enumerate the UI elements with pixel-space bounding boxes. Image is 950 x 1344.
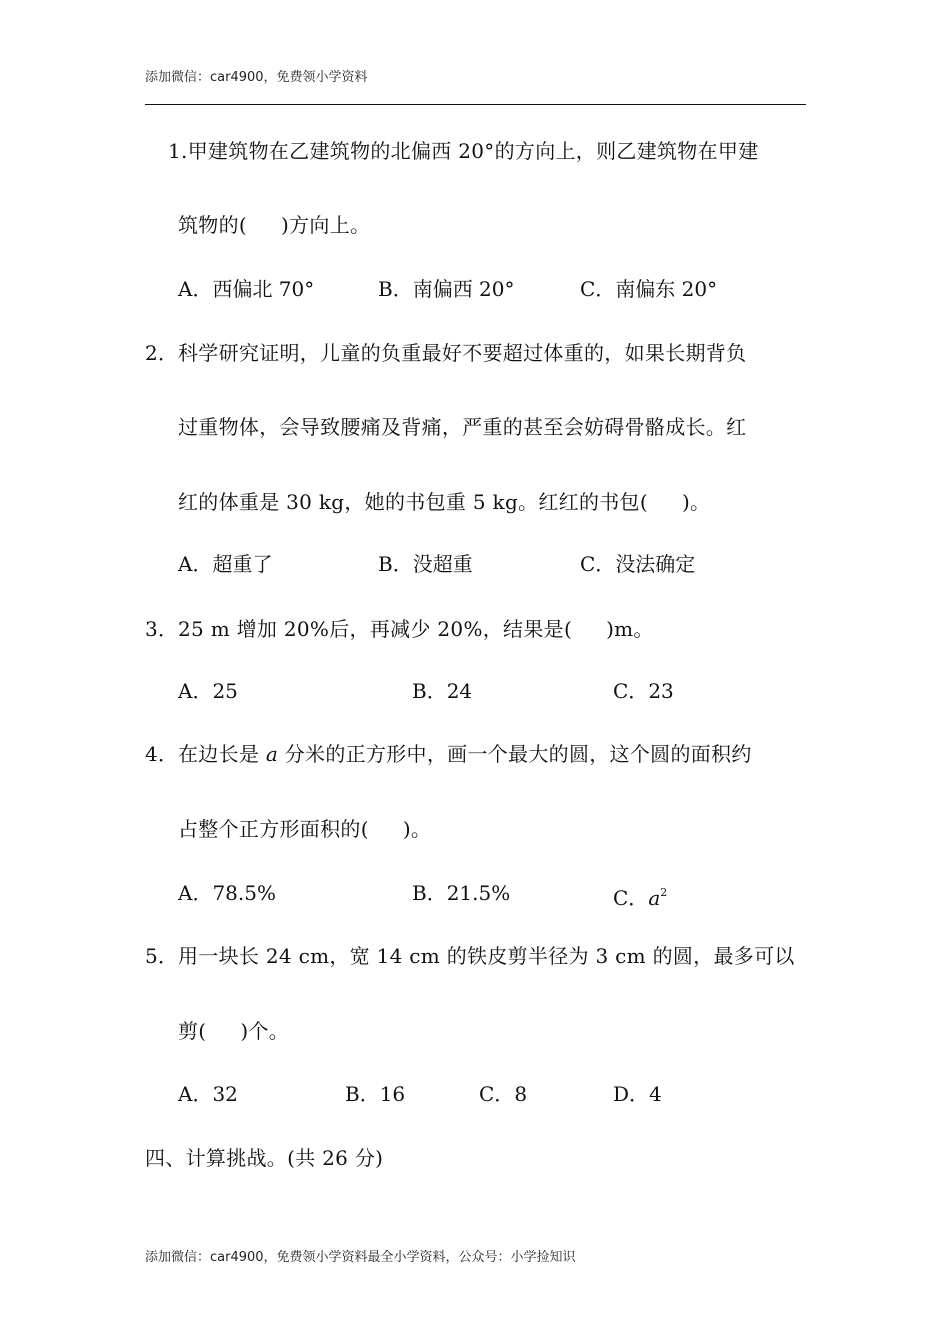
question-3-line-1: 3．25 m 增加 20%后，再减少 20%，结果是( )m。: [145, 617, 654, 641]
page-header-note: 添加微信：car4900，免费领小学资料: [145, 70, 368, 85]
question-1-option-a[interactable]: A．西偏北 70°: [178, 277, 315, 301]
question-3-option-a[interactable]: A．25: [178, 679, 238, 703]
section-heading: 四、计算挑战。(共 26 分): [145, 1146, 384, 1170]
question-1-line-1: 1.甲建筑物在乙建筑物的北偏西 20°的方向上，则乙建筑物在甲建: [168, 139, 759, 163]
question-5-option-a[interactable]: A．32: [178, 1082, 238, 1106]
question-4-option-a[interactable]: A．78.5%: [178, 881, 276, 905]
question-2-option-b[interactable]: B．没超重: [378, 552, 473, 576]
question-5-option-d[interactable]: D．4: [613, 1082, 662, 1106]
question-1-option-c[interactable]: C．南偏东 20°: [580, 277, 718, 301]
question-4-line-1: 4．在边长是 a 分米的正方形中，画一个最大的圆，这个圆的面积约: [145, 742, 752, 766]
question-2-line-1: 2．科学研究证明，儿童的负重最好不要超过体重的，如果长期背负: [145, 341, 747, 365]
question-2-option-a[interactable]: A．超重了: [178, 552, 273, 576]
question-2-line-3: 红的体重是 30 kg，她的书包重 5 kg。红红的书包( )。: [178, 490, 711, 514]
question-2-line-2: 过重物体，会导致腰痛及背痛，严重的甚至会妨碍骨骼成长。红: [178, 415, 747, 439]
question-4-option-b[interactable]: B．21.5%: [412, 881, 511, 905]
question-2-number: 2．: [145, 341, 179, 365]
question-5-option-c[interactable]: C．8: [479, 1082, 528, 1106]
question-3-number: 3．: [145, 617, 179, 641]
question-3-option-c[interactable]: C．23: [613, 679, 674, 703]
question-1-number: 1.: [168, 139, 188, 163]
question-5-line-2: 剪( )个。: [178, 1019, 290, 1043]
question-1-option-b[interactable]: B．南偏西 20°: [378, 277, 515, 301]
question-4-line-2: 占整个正方形面积的( )。: [178, 817, 432, 841]
question-5-option-b[interactable]: B．16: [345, 1082, 406, 1106]
variable-a: a: [265, 742, 279, 766]
page-footer-note: 添加微信：car4900，免费领小学资料最全小学资料，公众号：小学捡知识: [145, 1250, 576, 1265]
header-divider: [145, 104, 806, 105]
question-4-option-c[interactable]: C．$a^2$: [613, 886, 668, 910]
question-1-line-2: 筑物的( )方向上。: [178, 213, 371, 237]
question-4-number: 4．: [145, 742, 179, 766]
question-3-option-b[interactable]: B．24: [412, 679, 473, 703]
question-5-number: 5．: [145, 944, 179, 968]
question-5-line-1: 5．用一块长 24 cm，宽 14 cm 的铁皮剪半径为 3 cm 的圆，最多可以: [145, 944, 795, 968]
question-2-option-c[interactable]: C．没法确定: [580, 552, 696, 576]
